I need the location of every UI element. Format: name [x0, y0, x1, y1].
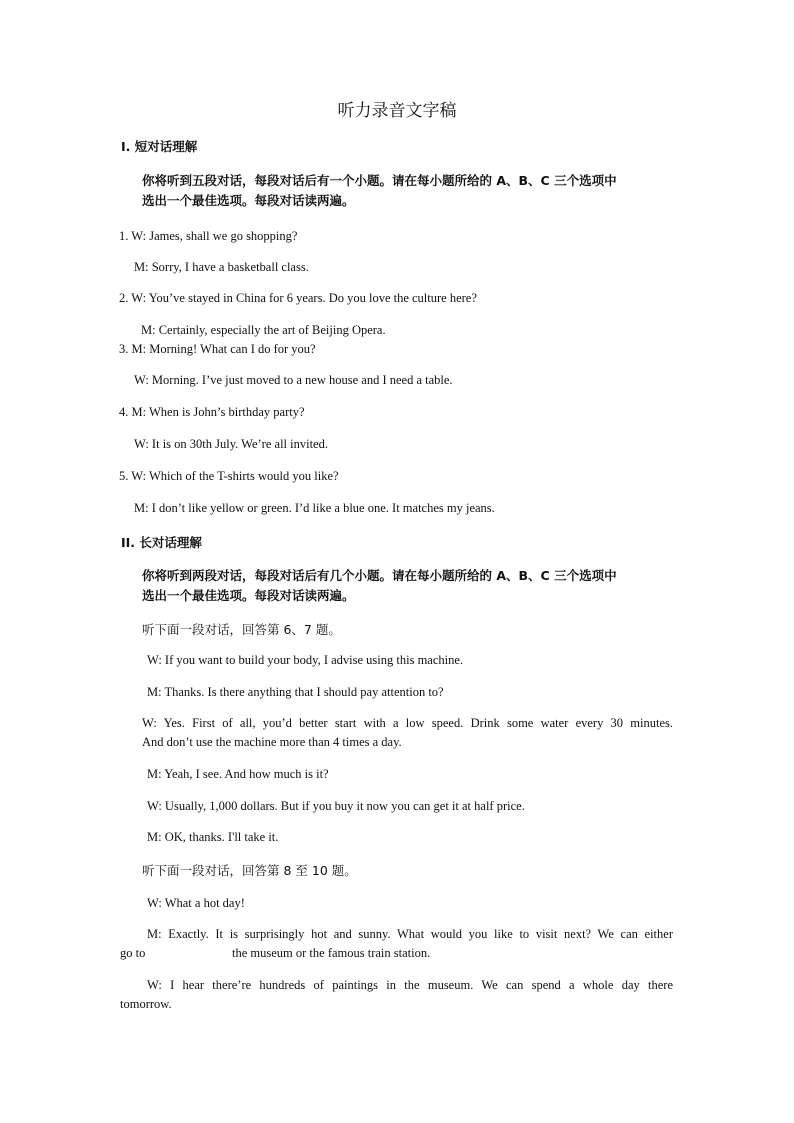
section-1-heading: I. 短对话理解 [121, 139, 198, 154]
section-2-heading: II. 长对话理解 [121, 535, 202, 550]
section-1-instruction-line-1: 你将听到五段对话，每段对话后有一个小题。请在每小题所给的 A、B、C 三个选项中 [142, 173, 617, 188]
dialogue-line: W: I hear there’re hundreds of paintings in the museum. We can spend a whole day there [147, 978, 673, 992]
dialogue-line: W: Morning. I’ve just moved to a new house and I need a table. [134, 373, 453, 387]
dialogue-line: M: Sorry, I have a basketball class. [134, 260, 309, 274]
dialogue-line: the museum or the famous train station. [232, 946, 431, 960]
dialogue-line: W: Yes. First of all, you’d better start with a low speed. Drink some water every 30 minutes. [142, 716, 673, 730]
dialogue-line: And don’t use the machine more than 4 times a day. [142, 735, 402, 749]
dialogue-line: M: Yeah, I see. And how much is it? [147, 767, 329, 781]
dialogue-line: M: Thanks. Is there anything that I should pay attention to? [147, 685, 444, 699]
dialogue-line: tomorrow. [120, 997, 172, 1011]
dialogue-1-intro: 听下面一段对话，回答第 6、7 题。 [142, 622, 341, 637]
dialogue-line: W: It is on 30th July. We’re all invited. [134, 437, 328, 451]
dialogue-line: 4. M: When is John’s birthday party? [119, 405, 305, 419]
section-1-instruction-line-2: 选出一个最佳选项。每段对话读两遍。 [142, 193, 355, 208]
dialogue-line: M: I don’t like yellow or green. I’d like a blue one. It matches my jeans. [134, 501, 495, 515]
page-title: 听力录音文字稿 [337, 101, 457, 121]
dialogue-line: M: Certainly, especially the art of Beijing Opera. [141, 323, 386, 337]
dialogue-line: W: Usually, 1,000 dollars. But if you buy it now you can get it at half price. [147, 799, 525, 813]
dialogue-line: W: If you want to build your body, I advise using this machine. [147, 653, 464, 667]
section-2-instruction-line-1: 你将听到两段对话，每段对话后有几个小题。请在每小题所给的 A、B、C 三个选项中 [142, 568, 617, 583]
dialogue-line: go to [120, 946, 146, 960]
dialogue-line: 2. W: You’ve stayed in China for 6 years. Do you love the culture here? [119, 291, 477, 305]
dialogue-line: M: Exactly. It is surprisingly hot and sunny. What would you like to visit next? We can either [147, 927, 673, 941]
dialogue-line: M: OK, thanks. I'll take it. [147, 830, 279, 844]
dialogue-line: W: What a hot day! [147, 896, 245, 910]
section-2-instruction-line-2: 选出一个最佳选项。每段对话读两遍。 [142, 588, 355, 603]
dialogue-line: 3. M: Morning! What can I do for you? [119, 342, 316, 356]
dialogue-line: 1. W: James, shall we go shopping? [119, 229, 298, 243]
dialogue-2-intro: 听下面一段对话，回答第 8 至 10 题。 [142, 863, 357, 878]
dialogue-line: 5. W: Which of the T-shirts would you like? [119, 469, 339, 483]
